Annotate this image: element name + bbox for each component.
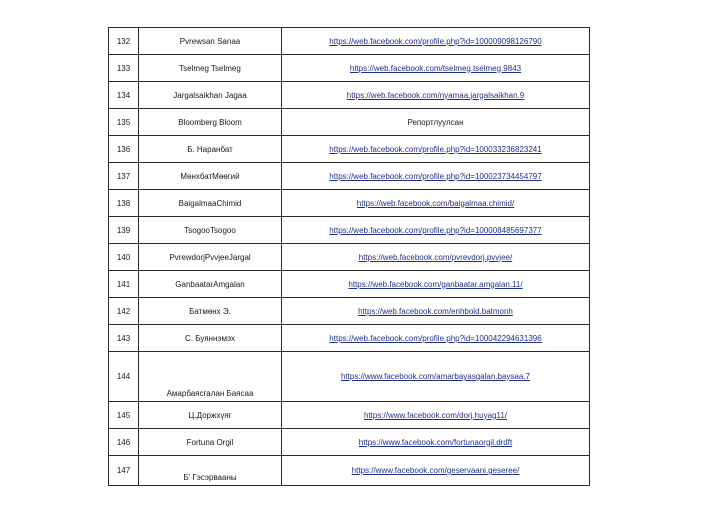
account-name: Амарбаясгалан Баясаа: [139, 352, 282, 402]
row-number: 138: [109, 190, 139, 217]
table-row: [109, 429, 590, 456]
account-name: С. Буяннэмэх: [139, 325, 282, 352]
report-table: [108, 27, 590, 486]
row-number: 147: [109, 456, 139, 486]
row-number: 142: [109, 298, 139, 325]
link-cell: [282, 28, 590, 55]
account-name: TsogooTsogoo: [139, 217, 282, 244]
table-row: [109, 190, 590, 217]
account-name: Fortuna Orgil: [139, 429, 282, 456]
account-name: Батмөнх Э.: [139, 298, 282, 325]
row-number: 136: [109, 136, 139, 163]
row-number: 133: [109, 55, 139, 82]
link-cell: [282, 271, 590, 298]
status-text: Репортлуулсан: [407, 117, 464, 127]
link-cell: [282, 163, 590, 190]
table-row: [109, 325, 590, 352]
link-cell: [282, 55, 590, 82]
table-row: [109, 109, 590, 136]
link-cell: [282, 136, 590, 163]
link-cell: [282, 456, 590, 486]
table-row: [109, 244, 590, 271]
row-number: 146: [109, 429, 139, 456]
link-cell: [282, 82, 590, 109]
profile-link[interactable]: https://web.facebook.com/enhbold.batmonh: [358, 306, 513, 316]
row-number: 139: [109, 217, 139, 244]
link-cell: [282, 244, 590, 271]
account-name: Jargalsaikhan Jagaa: [139, 82, 282, 109]
account-name: Б. Наранбат: [139, 136, 282, 163]
link-cell: [282, 109, 590, 136]
table-row: [109, 55, 590, 82]
account-name: Б' Гэсэрвааны: [139, 456, 282, 486]
link-cell: [282, 298, 590, 325]
row-number: 134: [109, 82, 139, 109]
profile-link[interactable]: https://web.facebook.com/nyamaa.jargalsaikhan.9: [346, 90, 525, 100]
profile-link[interactable]: https://web.facebook.com/profile.php?id=100009098126790: [329, 36, 542, 46]
profile-link[interactable]: https://web.facebook.com/baigalmaa.chimid/: [356, 198, 515, 208]
profile-link[interactable]: https://web.facebook.com/ganbaatar.amgalan.11/: [348, 279, 523, 289]
profile-link[interactable]: https://web.facebook.com/profile.php?id=100008485697377: [329, 225, 542, 235]
profile-link[interactable]: https://web.facebook.com/profile.php?id=100023734454797: [329, 171, 542, 181]
profile-link[interactable]: https://web.facebook.com/tselmeg.tselmeg.9843: [349, 63, 522, 73]
profile-link[interactable]: https://web.facebook.com/profile.php?id=100042294631396: [329, 333, 542, 343]
profile-link[interactable]: https://web.facebook.com/pvrevdorj.pvvjee/: [358, 252, 513, 262]
profile-link[interactable]: https://www.facebook.com/amarbayasgalan.baysaa.7: [341, 372, 530, 381]
link-cell: [282, 217, 590, 244]
row-number: 144: [109, 352, 139, 402]
row-number: 141: [109, 271, 139, 298]
row-number: 145: [109, 402, 139, 429]
table-row: [109, 82, 590, 109]
account-name: GanbaatarAmgalan: [139, 271, 282, 298]
account-name: Ц.Доржхүяг: [139, 402, 282, 429]
profile-link[interactable]: https://web.facebook.com/profile.php?id=100033236823241: [329, 144, 542, 154]
account-name: BaigalmaaChimid: [139, 190, 282, 217]
table-row: [109, 271, 590, 298]
account-name: МөнхбатМөөгий: [139, 163, 282, 190]
table-row: [109, 402, 590, 429]
row-number: 137: [109, 163, 139, 190]
profile-link[interactable]: https://www.facebook.com/fortunaorgil.drdft: [358, 437, 513, 447]
table-row: [109, 298, 590, 325]
account-name: Pvrewsan Sanaa: [139, 28, 282, 55]
table-row: [109, 136, 590, 163]
row-number: 135: [109, 109, 139, 136]
row-number: 143: [109, 325, 139, 352]
table-row: [109, 217, 590, 244]
table-row: [109, 456, 590, 486]
profile-link[interactable]: https://www.facebook.com/dorj.huyag11/: [363, 410, 508, 420]
account-name: Tselmeg Tselmeg: [139, 55, 282, 82]
link-cell: [282, 325, 590, 352]
table-row: [109, 352, 590, 402]
row-number: 132: [109, 28, 139, 55]
table-row: [109, 163, 590, 190]
link-cell: [282, 352, 590, 402]
link-cell: [282, 402, 590, 429]
account-name: PvrewdorjPvvjeeJargal: [139, 244, 282, 271]
account-name: Bloomberg Bloom: [139, 109, 282, 136]
link-cell: [282, 429, 590, 456]
row-number: 140: [109, 244, 139, 271]
profile-link[interactable]: https://www.facebook.com/geservaani.geseree/: [351, 466, 520, 475]
table-row: [109, 28, 590, 55]
link-cell: [282, 190, 590, 217]
